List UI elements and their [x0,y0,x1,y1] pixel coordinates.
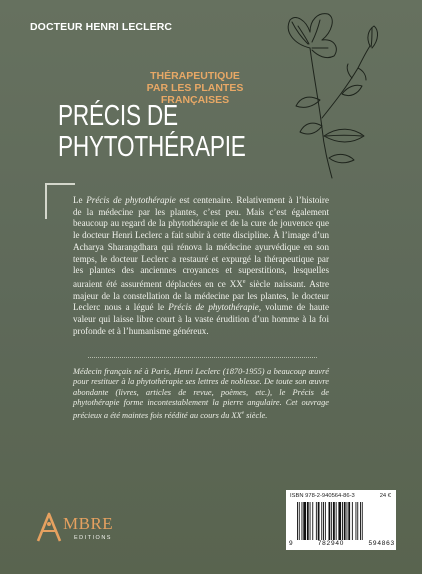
ambre-logo-icon [30,508,130,552]
author-bio [73,367,329,421]
book-description [73,195,329,337]
ambre-logo-initial-icon [36,512,62,542]
title-line-1: PRÉCIS DE [58,100,178,132]
description-century-sup: e [242,278,246,285]
decorative-corner-vertical [45,183,47,219]
bio-century-sup: e [241,410,245,417]
dotted-divider [88,357,317,358]
title-line-2: PHYTOTHÉRAPIE [58,131,246,163]
decorative-corner-horizontal [45,183,75,185]
subtitle-line-2: PAR LES PLANTES [146,82,244,94]
barcode-digits [289,540,395,547]
isbn-number: ISBN 978-2-940564-86-3 [290,493,355,499]
barcode-digit-first: 9 [289,540,294,547]
description-part-1: Le [73,195,87,205]
bio-text-end: siècle. [244,410,268,420]
subtitle-line-1: THÉRAPEUTIQUE [150,70,240,82]
description-part-2: est centenaire. Relativement à l’histoire de la médecine par les plantes, c’est peu. Mais c’est également beaucoup au regard de la phytothérapie et de la cure de jouvence que le docteur Henri Leclerc a fait subir à cette discipline. À l’image d’un Acharya Sharangdhara qui rénova la médecine ayurvédique en son temps, le docteur Leclerc a restauré et expurgé la thérapeutique par les plantes des anciennes croyances et superstitions, lesquelles auraient été assurément déplacées en ce XX [73,195,329,289]
description-title-ref-1: Précis de phytothérapie [86,195,176,205]
publisher-name: MBRE [63,514,114,533]
barcode-digit-group-1: 782940 [317,540,345,547]
description-part-4: , volume de haute valeur qui laisse libre court à la vaste érudition d’un homme à la foi profonde et à l’humanisme généreux. [73,302,329,336]
book-title [58,101,246,163]
subtitle-line-3: FRANÇAISES [160,94,230,106]
price: 24 € [379,493,391,499]
flower-illustration-icon [262,8,387,180]
bio-text-main: Médecin français né à Paris, Henri Leclerc (1870-1955) a beaucoup œuvré pour restituer à la phytothérapie ses lettres de noblesse. De toute son œuvre abondante (livres, articles de revue, poèmes, etc.), le Précis de phytothérapie forme incontestablement la pierre angulaire. Cet ouvrage précieux a été maintes fois réédité au cours du XX [73,367,329,420]
barcode-digit-group-2: 594863 [368,540,395,547]
barcode-icon [297,502,392,540]
barcode-block [286,490,396,550]
description-title-ref-2: Précis de phytothérapie [168,302,259,313]
author-name: DOCTEUR HENRI LECLERC [30,21,173,33]
description-part-3: siècle naissant. Astre majeur de la constellation de la médecine par les plantes, le docteur Leclerc nous a légué le [73,278,329,313]
publisher-subtitle: EDITIONS [74,535,112,541]
